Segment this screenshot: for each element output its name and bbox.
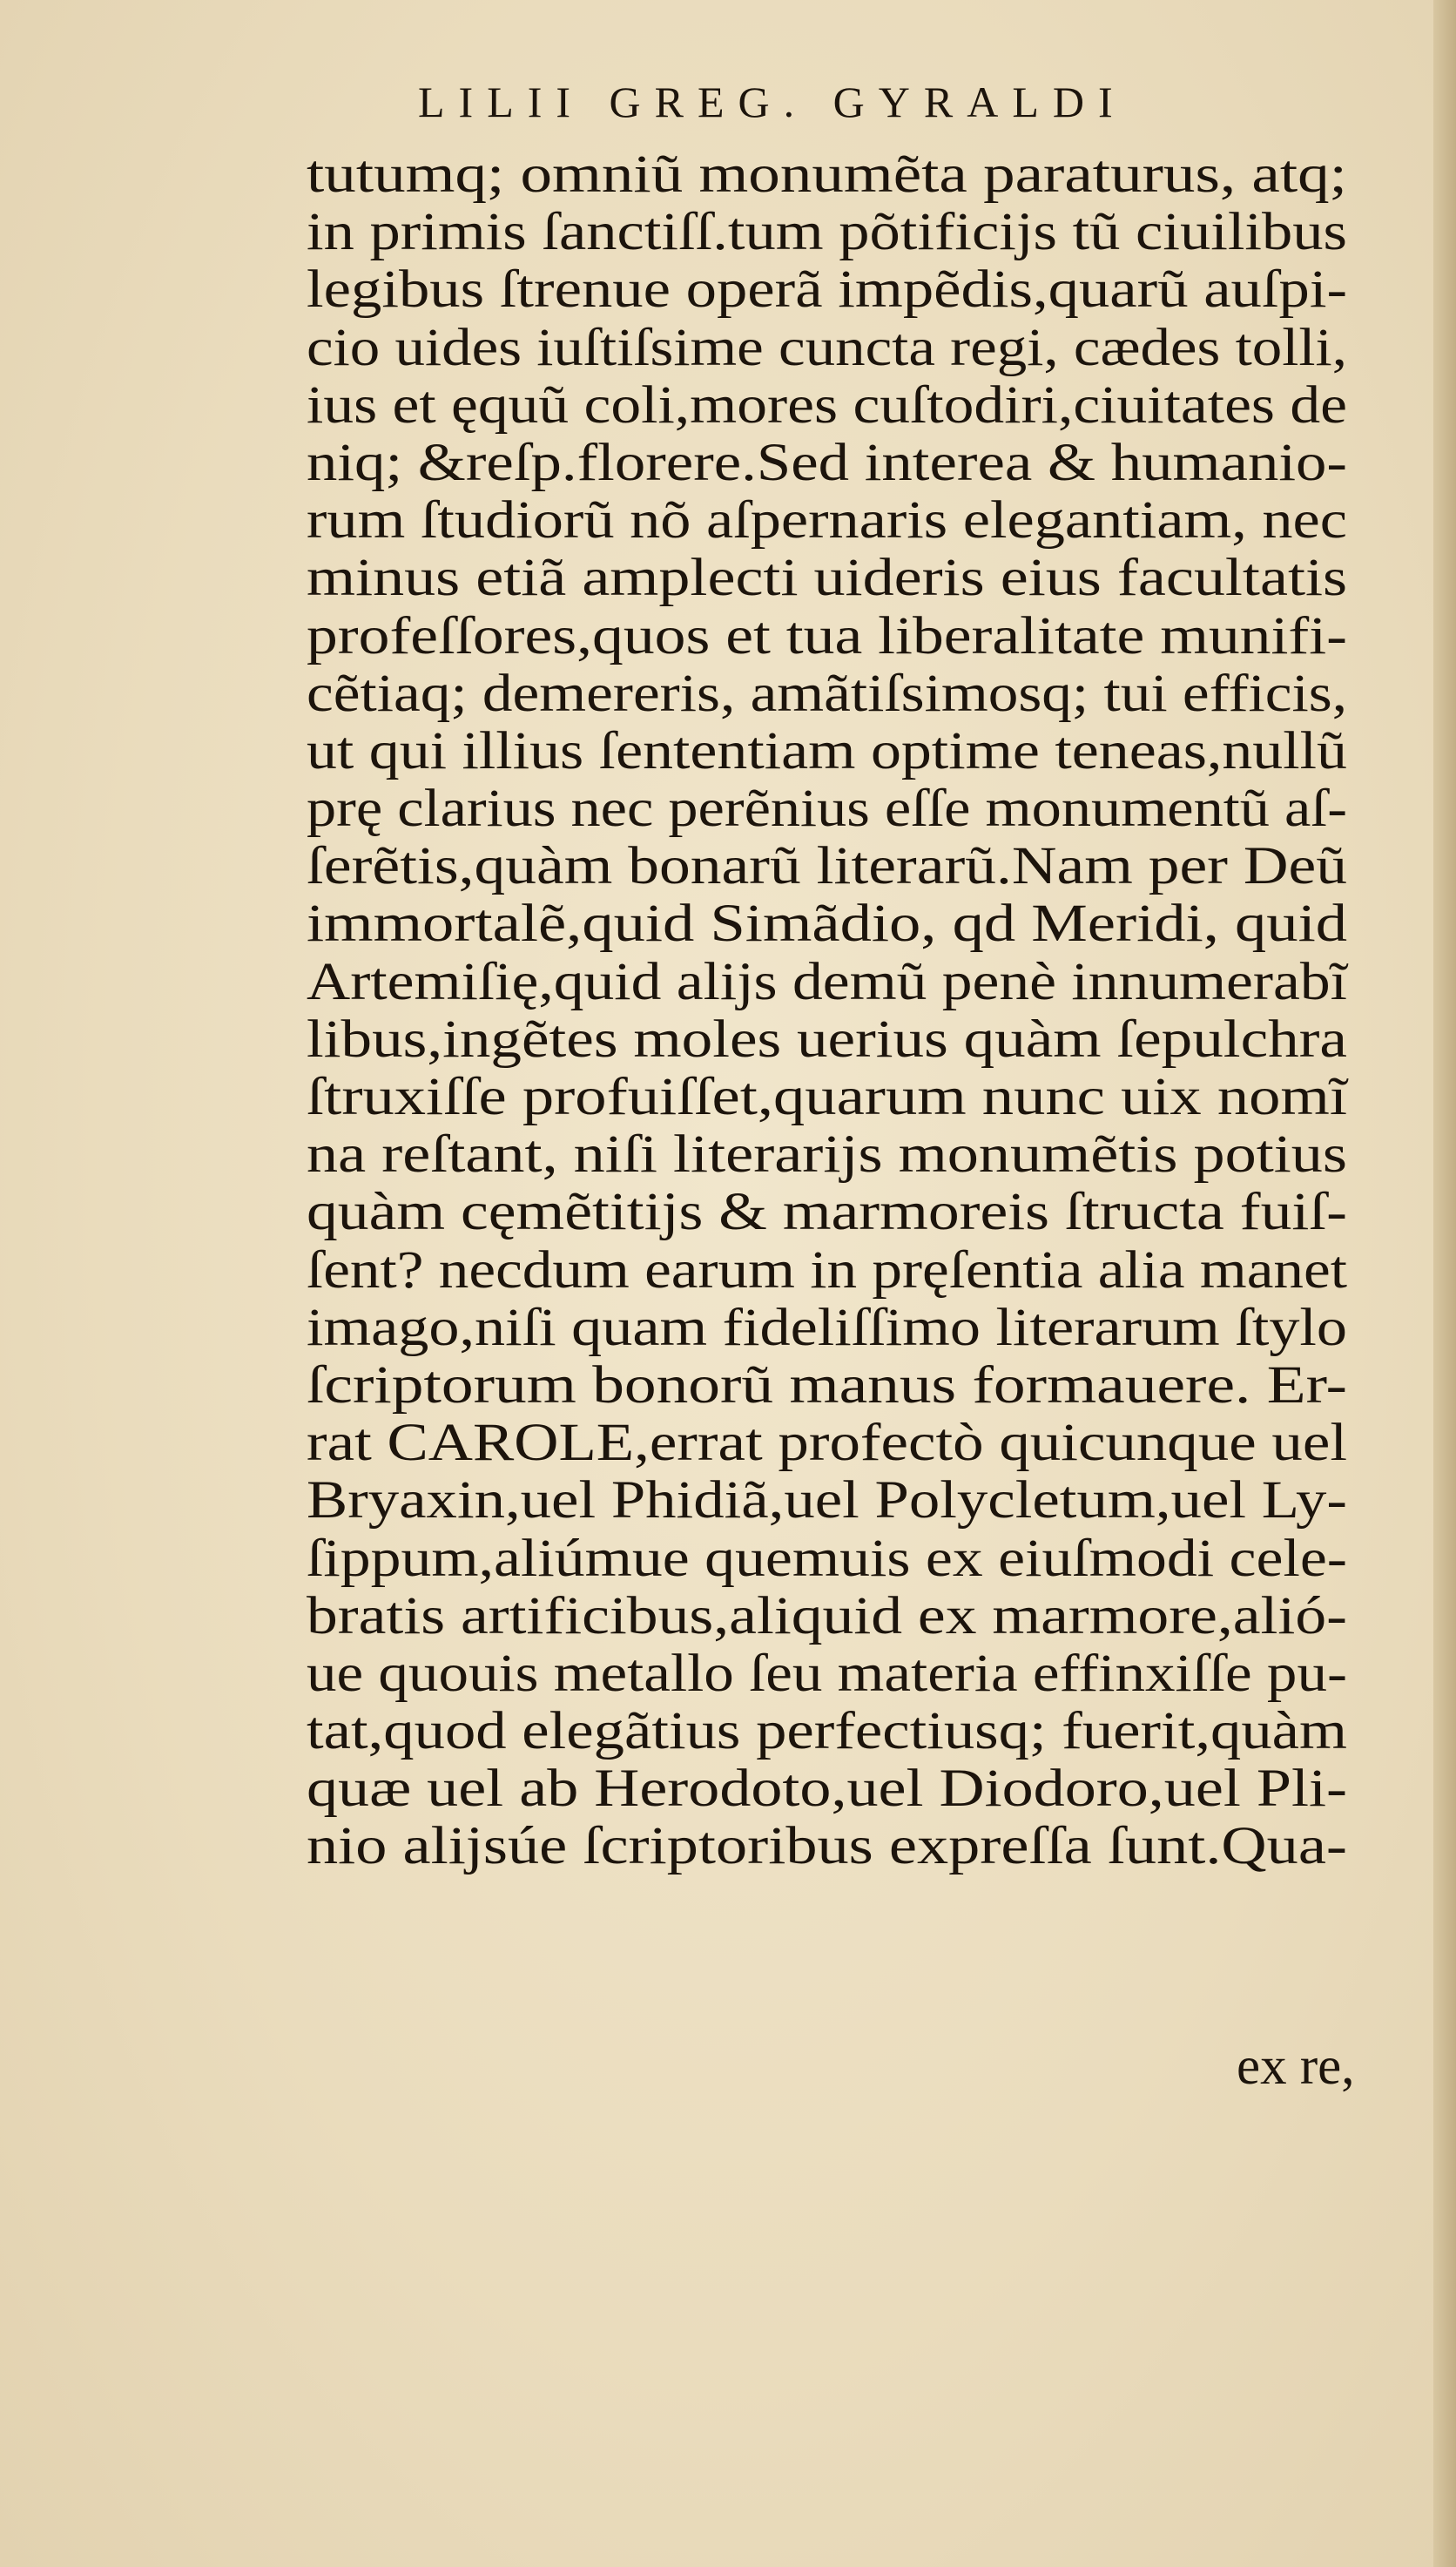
text-line: ſcriptorum bonorũ manus formauere. Er-	[307, 1355, 1348, 1415]
text-line: ſippum,aliúmue quemuis ex eiuſmodi cele-	[307, 1529, 1348, 1588]
text-line: tat,quod elegãtius perfectiusq; fuerit,quàm	[307, 1702, 1347, 1761]
text-line: quæ uel ab Herodoto,uel Diodoro,uel Pli-	[307, 1760, 1347, 1819]
text-line: Bryaxin,uel Phidiã,uel Polycletum,uel Ly-	[307, 1471, 1347, 1530]
text-line: libus,ingẽtes moles uerius quàm ſepulchra	[307, 1010, 1347, 1069]
text-line: profeſſores,quos et tua liberalitate munifi-	[307, 606, 1347, 665]
text-line: cio uides iuſtiſsime cuncta regi, cædes tolli,	[307, 318, 1347, 377]
text-line: ſent? necdum earum in pręſentia alia manet	[307, 1240, 1347, 1300]
text-line: tutumq; omniũ monumẽta paraturus, atq;	[307, 145, 1347, 204]
text-line: nio alijsúe ſcriptoribus expreſſa ſunt.Qua-	[307, 1817, 1348, 1876]
text-line: prę clarius nec perẽnius eſſe monumentũ aſ-	[307, 780, 1348, 839]
text-line: niq; &reſp.florere.Sed interea & humanio-	[307, 433, 1347, 492]
text-line: legibus ſtrenue operã impẽdis,quarũ auſpi-	[307, 260, 1348, 320]
text-line: ut qui illius ſententiam optime teneas,nullũ	[307, 721, 1347, 780]
text-line: immortalẽ,quid Simãdio, qd Meridi, quid	[307, 895, 1348, 954]
text-line: cẽtiaq; demereris, amãtiſsimosq; tui efficis,	[307, 664, 1348, 723]
text-line: rum ſtudiorũ nõ aſpernaris elegantiam, nec	[307, 491, 1347, 551]
body-text	[307, 146, 1352, 1876]
text-line: rat CAROLE,errat profectò quicunque uel	[307, 1414, 1348, 1473]
text-line: ue quouis metallo ſeu materia effinxiſſe pu-	[307, 1644, 1347, 1703]
text-line: imago,niſi quam fideliſſimo literarum ſtylo	[307, 1298, 1348, 1357]
text-line: in primis ſanctiſſ.tum põtificijs tũ ciuilibus	[307, 203, 1347, 262]
text-line: Artemiſię,quid alijs demũ penè innumerabĩ	[307, 952, 1347, 1011]
text-line: quàm cęmẽtitijs & marmoreis ſtructa fuiſ-	[307, 1183, 1348, 1242]
text-line: na reſtant, niſi literarijs monumẽtis potius	[307, 1125, 1348, 1185]
text-line: bratis artificibus,aliquid ex marmore,alió-	[307, 1586, 1347, 1645]
text-line: ius et ęquũ coli,mores cuſtodiri,ciuitates de	[307, 375, 1347, 435]
catchword: ex re,	[1237, 2037, 1355, 2096]
running-head: LILII GREG. GYRALDI	[418, 78, 1127, 126]
text-line: minus etiã amplecti uideris eius facultatis	[307, 549, 1348, 608]
text-line: ſtruxiſſe profuiſſet,quarum nunc uix nomĩ	[307, 1068, 1348, 1126]
text-line: ſerẽtis,quàm bonarũ literarũ.Nam per Deũ	[307, 837, 1347, 896]
